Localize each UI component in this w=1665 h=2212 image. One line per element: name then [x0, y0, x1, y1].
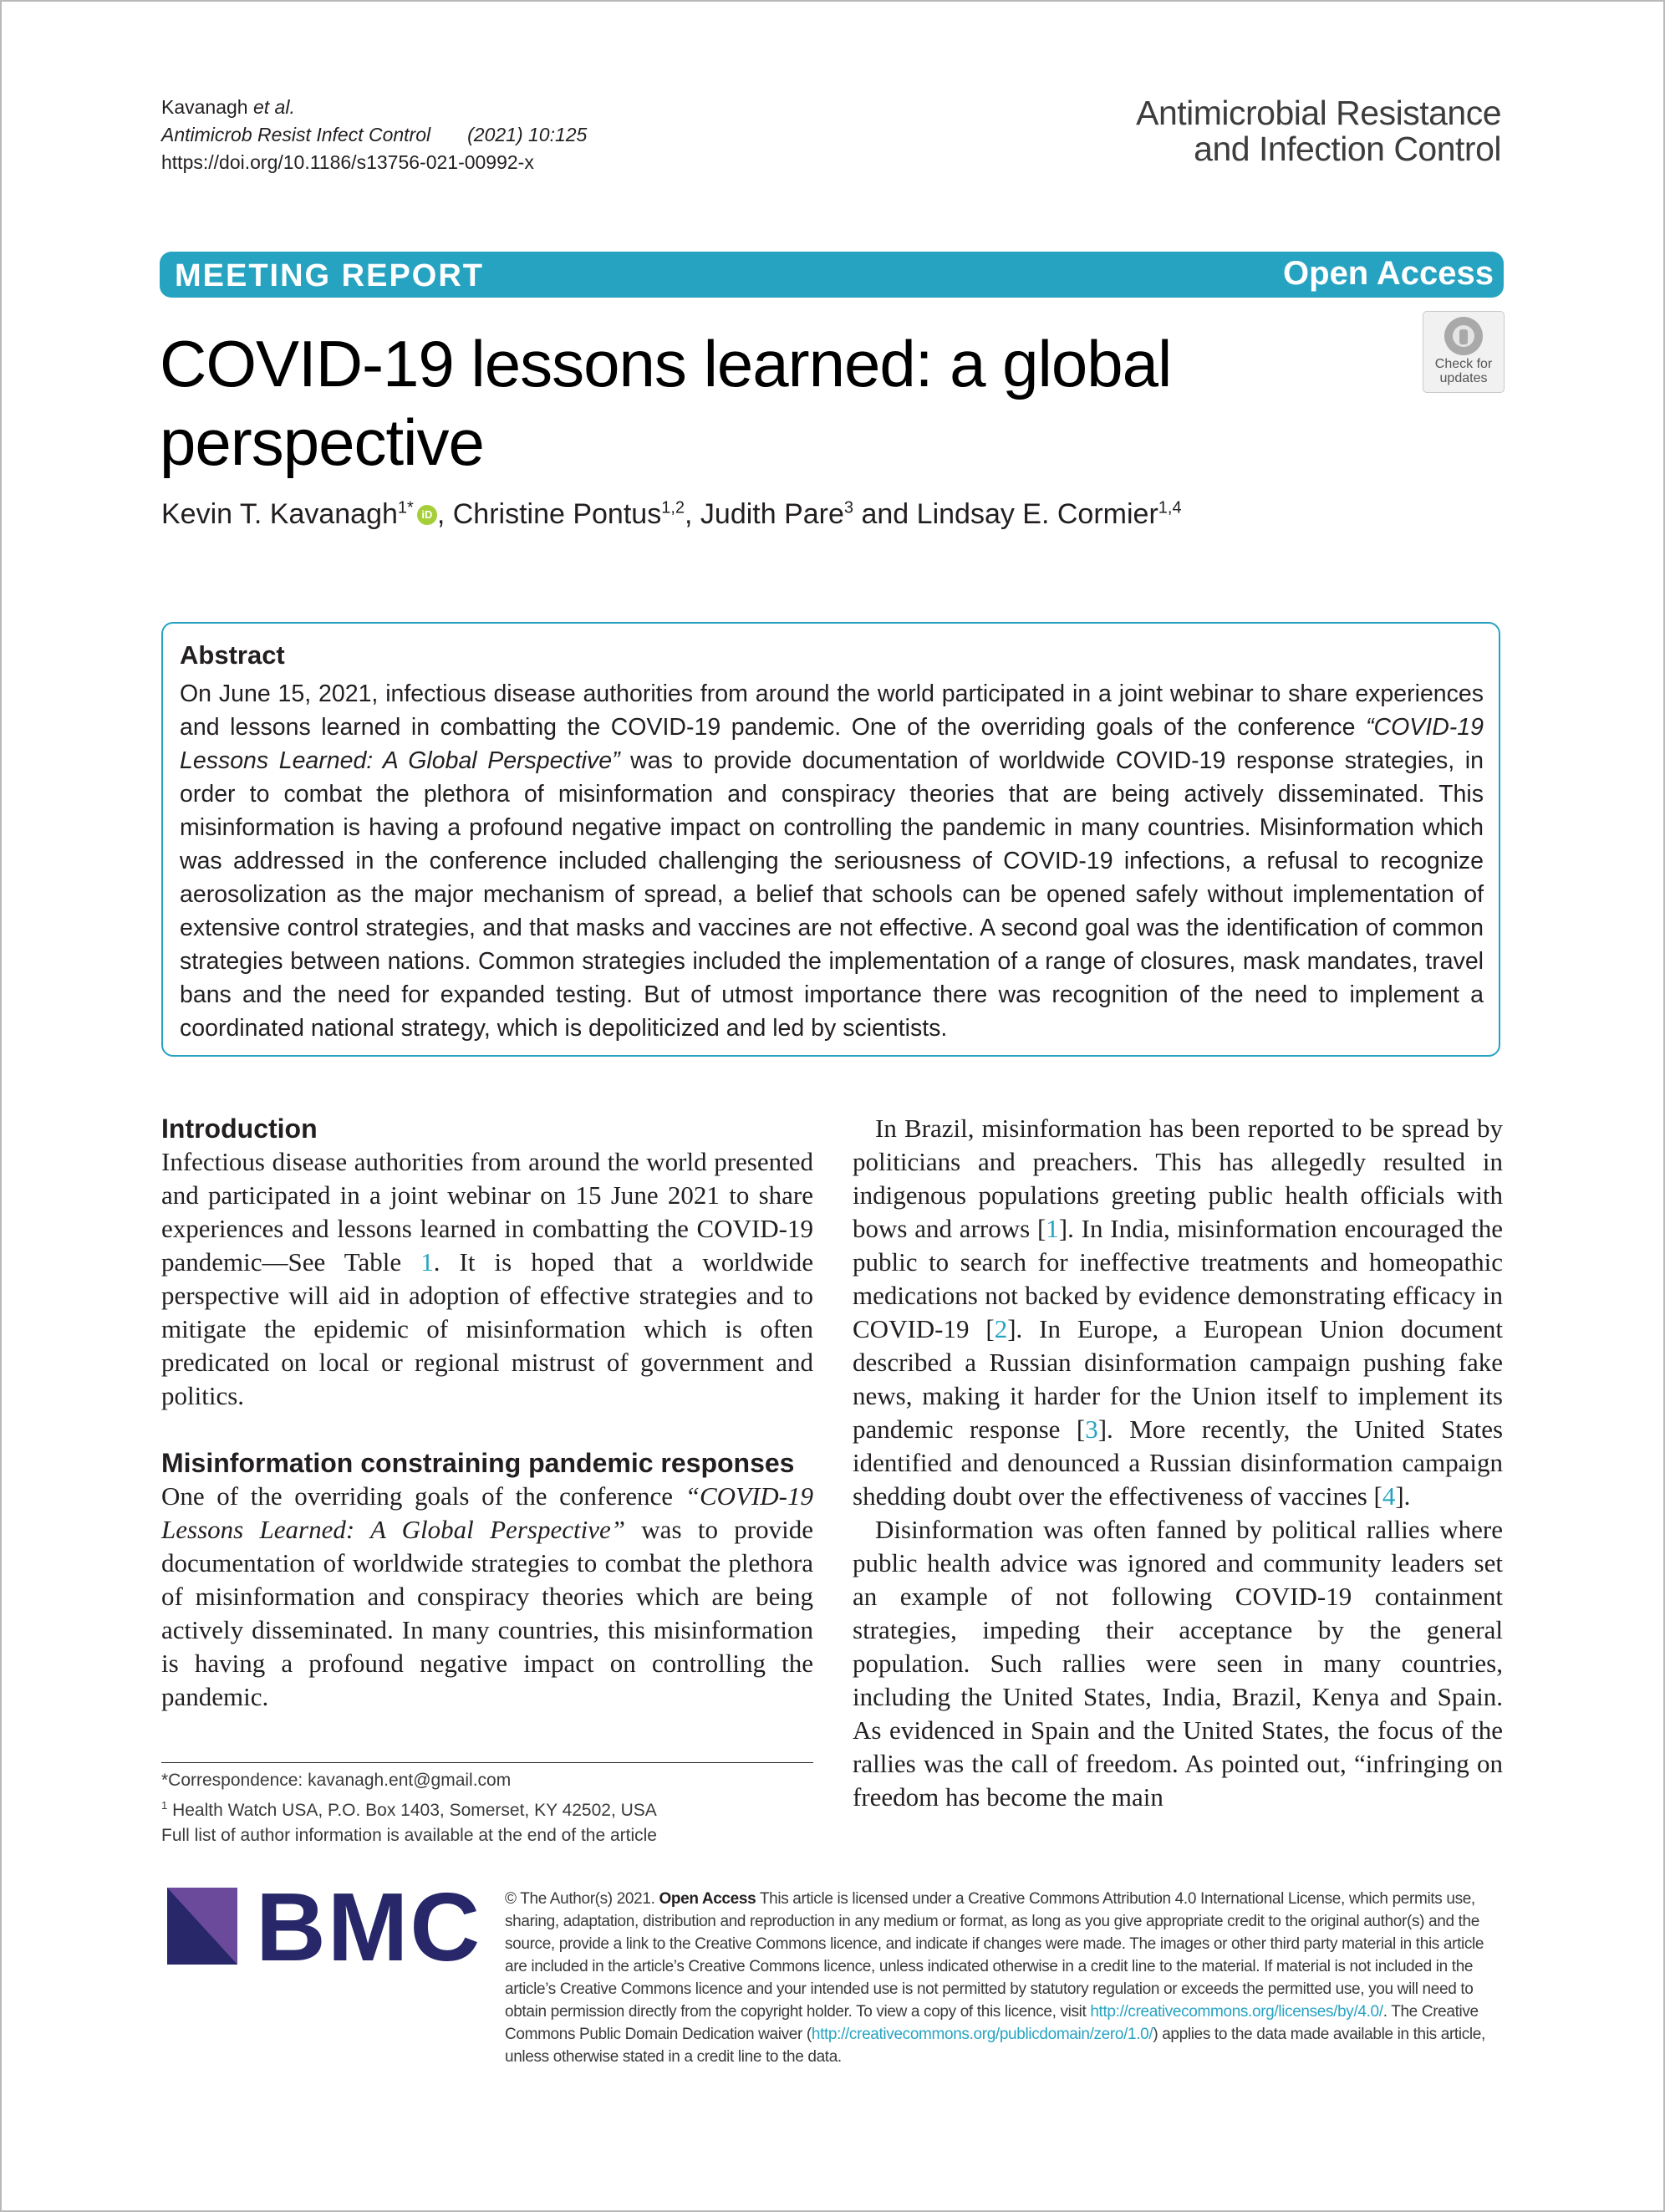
abstract-heading: Abstract — [180, 640, 285, 670]
separator: , — [685, 498, 700, 530]
open-access-label: Open Access — [1283, 255, 1494, 292]
abstract-box — [161, 622, 1500, 1057]
body-text: In Brazil, misinformation has been reported to be spread by politicians and preachers. This has allegedly resulted in indigenous populations greeting public health officials with bows and arrows [ — [853, 1114, 1503, 1243]
body-text: ]. — [1395, 1481, 1411, 1511]
article-title: COVID-19 lessons learned: a global perspective — [160, 327, 1172, 479]
abstract-part1: On June 15, 2021, infectious disease authorities from around the world participated in a joint webinar to share experiences and lessons learned in combatting the COVID-19 pandemic. One of the overriding goals of the conference — [180, 680, 1484, 741]
author-info-note: Full list of author information is available at the end of the article — [161, 1826, 657, 1845]
body-text: ]. More recently, the United States identified and denounced a Russian disinformation campaign shedding doubt over the effectiveness of vaccines [ — [853, 1414, 1504, 1511]
et-al: et al. — [247, 96, 295, 118]
badge-line2: updates — [1439, 371, 1488, 385]
license-statement — [505, 1888, 1503, 2068]
misinfo-text: One of the overriding goals of the conference — [161, 1481, 685, 1511]
author-affiliation: 1* — [397, 498, 414, 517]
table-reference-link[interactable]: 1 — [420, 1247, 434, 1277]
brazil-paragraph — [853, 1112, 1503, 1513]
license-text: This article is licensed under a Creative Commons Attribution 4.0 International License, which permits use, sharing, adaptation, distribution and reproduction in any medium or format, as long as you give appropriate credit to the original author(s) and the source, provide a link to the Creative Commons licence, and indicate if changes were made. The images or other third party material in this article are included in the article’s Creative Commons licence, unless indicated otherwise in a credit line to the material. If material is not included in the article’s Creative Commons licence and your intended use is not permitted by statutory regulation or exceeds the permitted use, you will need to obtain permission directly from the copyright holder. To view a copy of this licence, visit — [505, 1890, 1484, 2021]
conference-title: “COVID-19 Lessons Learned: A Global Perspective” — [180, 714, 1484, 774]
author-name[interactable]: Kevin T. Kavanagh — [161, 498, 398, 530]
author-affiliation: 1,4 — [1158, 498, 1182, 517]
correspondence-note: *Correspondence: kavanagh.ent@gmail.com — [161, 1771, 512, 1790]
misinformation-paragraph — [161, 1480, 813, 1714]
orcid-icon[interactable]: iD — [417, 505, 437, 525]
separator: , — [436, 498, 453, 530]
author-affiliation: 1,2 — [661, 498, 685, 517]
body-text: ]. In Europe, a European Union document described a Russian disinformation campaign pushing fake news, making it harder for the Union itself to implement its pandemic response [ — [853, 1314, 1503, 1444]
license-text: © The Author(s) 2021. — [505, 1890, 659, 1908]
doi-link[interactable]: https://doi.org/10.1186/s13756-021-00992-x — [161, 151, 534, 173]
body-text: ]. In India, misinformation encouraged the public to search for ineffective treatments and homeopathic medications not backed by evidence demonstrating efficacy in COVID-19 [ — [853, 1214, 1503, 1343]
running-author: Kavanagh — [161, 96, 248, 118]
bmc-logo-icon — [167, 1888, 237, 1965]
disinformation-paragraph: Disinformation was often fanned by political rallies where public health advice was ignored and community leaders set an example of not following COVID-19 containment strategies, impeding their acceptance by the general population. Such rallies were seen in many countries, including the United States, India, Brazil, Kenya and Spain. As evidenced in Spain and the United States, the focus of the rallies was the call of freedom. As pointed out, “infringing on freedom has become the main — [853, 1515, 1503, 1812]
journal-abbrev: Antimicrob Resist Infect Control — [161, 124, 431, 145]
cc-by-link[interactable]: http://creativecommons.org/licenses/by/4.0/ — [1090, 2003, 1383, 2021]
check-for-updates-badge[interactable] — [1423, 311, 1505, 393]
citation-link[interactable]: 3 — [1085, 1414, 1098, 1444]
journal-name — [1136, 95, 1501, 167]
conference-title: “COVID-19 Lessons Learned: A Global Perspective” — [161, 1481, 813, 1544]
cc-zero-link[interactable]: http://creativecommons.org/publicdomain/zero/1.0/ — [811, 2026, 1153, 2043]
author-name[interactable]: Lindsay E. Cormier — [916, 498, 1158, 530]
left-column — [161, 1112, 813, 1714]
affiliation-text: Health Watch USA, P.O. Box 1403, Somerset, KY 42502, USA — [167, 1801, 657, 1820]
right-column — [853, 1112, 1503, 1814]
journal-name-line1: Antimicrobial Resistance — [1136, 94, 1501, 132]
abstract-part2: was to provide documentation of worldwide COVID-19 response strategies, in order to combat the plethora of misinformation and conspiracy theories that are being actively disseminated. This misinformation is having a profound negative impact on controlling the pandemic in many countries. Misinformation which was addressed in the conference included challenging the seriousness of COVID-19 infections, a refusal to recognize aerosolization as the major mechanism of spread, a belief that schools can be opened safely without implementation of extensive control strategies, and that masks and vaccines are not effective. A second goal was the identification of common strategies between nations. Common strategies included the implementation of a range of closures, mask mandates, travel bans and the need for expanded testing. But of utmost importance there was recognition of the need to implement a coordinated national strategy, which is depoliticized and led by scientists. — [180, 747, 1484, 1042]
author-name[interactable]: Judith Pare — [700, 498, 844, 530]
badge-line1: Check for — [1434, 357, 1493, 371]
introduction-heading: Introduction — [161, 1114, 318, 1144]
affiliation-note — [161, 1793, 813, 1823]
author-name[interactable]: Christine Pontus — [452, 498, 662, 530]
intro-text: . It is hoped that a worldwide perspective will aid in adoption of effective strategies and to mitigate the epidemic of misinformation which is often predicated on local or regional mistrust of government and politics. — [161, 1247, 813, 1410]
license-open-access: Open Access — [659, 1890, 756, 1908]
citation-volume: (2021) 10:125 — [467, 124, 588, 145]
footnotes — [161, 1762, 813, 1848]
abstract-text — [180, 677, 1484, 1045]
author-affiliation: 3 — [843, 498, 854, 517]
affiliation-number: 1 — [161, 1799, 168, 1812]
crossmark-icon — [1444, 317, 1483, 355]
citation-link[interactable]: 4 — [1382, 1481, 1396, 1511]
article-type-banner — [160, 252, 1504, 298]
license-text: . The Creative Commons Public Domain Dedication waiver ( — [505, 2003, 1479, 2043]
misinfo-text: was to provide documentation of worldwide strategies to combat the plethora of misinformation and conspiracy theories which are being actively disseminated. In many countries, this misinformation is having a profound negative impact on controlling the pandemic. — [161, 1515, 813, 1711]
citation-link[interactable]: 1 — [1046, 1214, 1059, 1243]
journal-name-line2: and Infection Control — [1194, 130, 1501, 168]
bmc-logo — [167, 1873, 482, 1981]
author-list — [161, 498, 1182, 531]
license-text: ) applies to the data made available in this article, unless otherwise stated in a credit line to the data. — [505, 2026, 1485, 2066]
misinformation-heading: Misinformation constraining pandemic responses — [161, 1448, 795, 1478]
introduction-paragraph — [161, 1145, 813, 1413]
bmc-logo-text: BMC — [256, 1873, 482, 1981]
separator: and — [853, 498, 917, 530]
article-type: MEETING REPORT — [175, 258, 485, 293]
citation-header — [161, 94, 587, 176]
intro-text: Infectious disease authorities from around the world presented and participated in a joint webinar on 15 June 2021 to share experiences and lessons learned in combatting the COVID-19 pandemic—See Table — [161, 1147, 813, 1277]
citation-link[interactable]: 2 — [994, 1314, 1008, 1343]
